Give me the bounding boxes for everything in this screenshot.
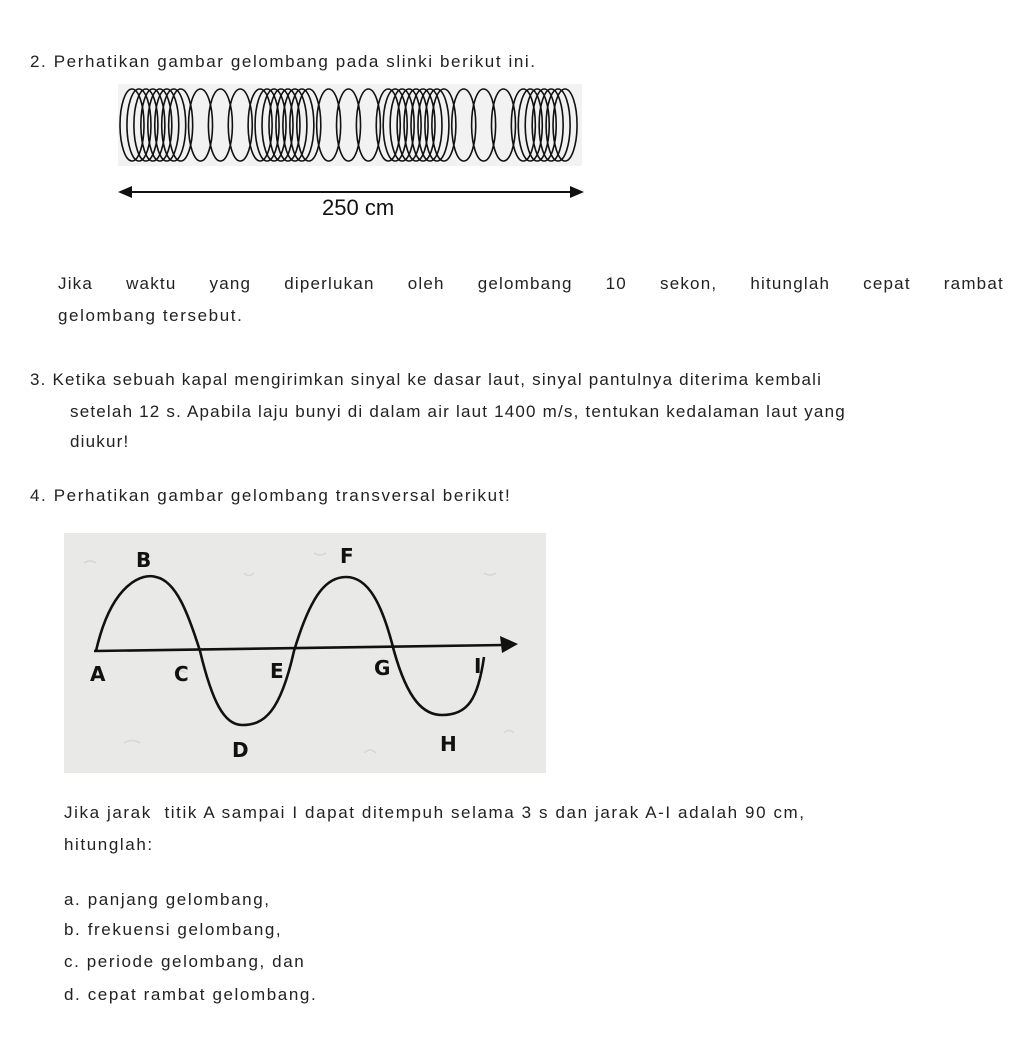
question-4-title: 4. Perhatikan gambar gelombang transversal berikut! [30,486,512,505]
question-4-text-line-2: hitunglah: [64,835,154,854]
label-B: B [136,548,152,572]
measurement-label: 250 cm [322,195,395,220]
option-d: d. cepat rambat gelombang. [64,985,318,1004]
question-2-text-line-2: gelombang tersebut. [58,306,244,325]
slinky-illustration [118,84,582,166]
transverse-wave-diagram [64,533,546,773]
question-3-line-1: 3. Ketika sebuah kapal mengirimkan sinyal ke dasar laut, sinyal pantulnya diterima kembali [30,370,823,389]
label-I: I [474,654,482,678]
label-C: C [174,662,189,686]
option-b: b. frekuensi gelombang, [64,920,283,939]
label-H: H [440,732,457,756]
label-D: D [232,738,249,762]
question-3-line-2: setelah 12 s. Apabila laju bunyi di dalam air laut 1400 m/s, tentukan kedalaman laut yang [70,402,846,421]
label-F: F [340,544,354,568]
question-2-text-line-1: Jika waktu yang diperlukan oleh gelombang 10 sekon, hitunglah cepat rambat [58,274,1004,293]
option-c: c. periode gelombang, dan [64,952,306,971]
question-4-text-line-1: Jika jarak titik A sampai I dapat ditempuh selama 3 s dan jarak A-I adalah 90 cm, [64,803,806,822]
label-G: G [374,656,391,680]
label-A: A [90,662,106,686]
option-a: a. panjang gelombang, [64,890,271,909]
label-E: E [270,659,284,683]
question-2-title: 2. Perhatikan gambar gelombang pada slinki berikut ini. [30,52,537,71]
question-3-line-3: diukur! [70,432,130,451]
